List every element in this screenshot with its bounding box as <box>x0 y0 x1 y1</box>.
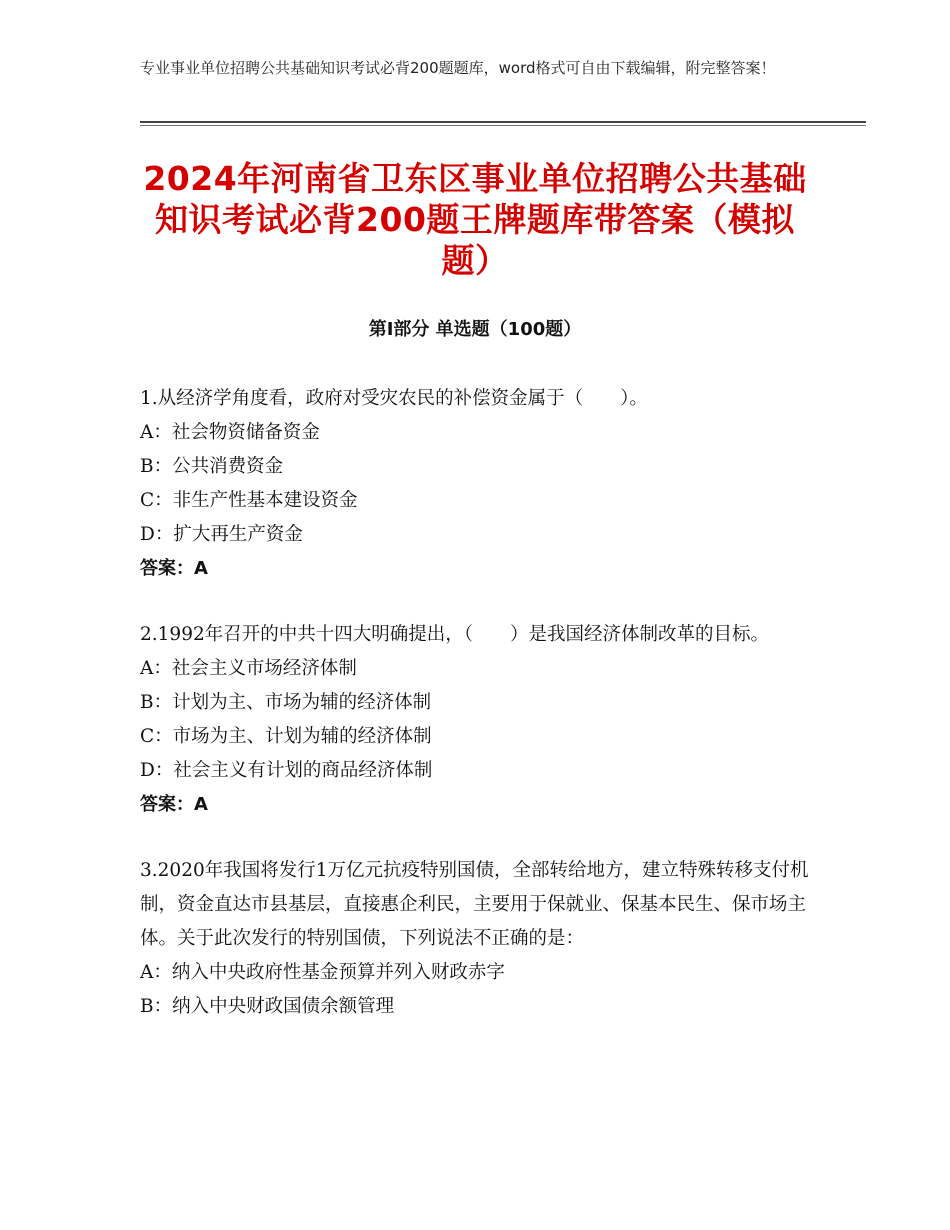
option-d: D：社会主义有计划的商品经济体制 <box>140 760 433 781</box>
option-b: B：纳入中央财政国债余额管理 <box>140 996 395 1017</box>
option-a: A：社会物资储备资金 <box>140 422 320 443</box>
question-3 <box>140 854 810 1024</box>
question-stem: 3.2020年我国将发行1万亿元抗疫特别国债，全部转给地方，建立特殊转移支付机制，资金直达市县基层，直接惠企利民，主要用于保就业、保基本民生、保市场主体。关于此次发行的特别国债，下列说法不正确的是： <box>140 860 809 949</box>
section-title: 第Ⅰ部分 单选题（100题） <box>368 319 582 340</box>
option-a: A：纳入中央政府性基金预算并列入财政赤字 <box>140 962 505 983</box>
question-list <box>140 382 810 1056</box>
option-c: C：市场为主、计划为辅的经济体制 <box>140 726 432 747</box>
option-a: A：社会主义市场经济体制 <box>140 658 357 679</box>
header-note: 专业事业单位招聘公共基础知识考试必背200题题库，word格式可自由下载编辑，附完整答案！ <box>140 59 776 77</box>
option-d: D：扩大再生产资金 <box>140 524 303 545</box>
question-stem: 2.1992年召开的中共十四大明确提出，（ ）是我国经济体制改革的目标。 <box>140 624 769 645</box>
option-c: C：非生产性基本建设资金 <box>140 490 358 511</box>
option-b: B：公共消费资金 <box>140 456 284 477</box>
question-1 <box>140 382 810 586</box>
header-rule <box>140 121 866 123</box>
question-stem: 1.从经济学角度看，政府对受灾农民的补偿资金属于（ ）。 <box>140 388 648 409</box>
option-b: B：计划为主、市场为辅的经济体制 <box>140 692 432 713</box>
question-2 <box>140 618 810 822</box>
header-rule-thin <box>140 125 866 126</box>
answer-line: 答案：A <box>140 794 208 815</box>
answer-line: 答案：A <box>140 558 208 579</box>
document-title: 2024年河南省卫东区事业单位招聘公共基础知识考试必背200题王牌题库带答案（模拟题） <box>143 159 807 280</box>
